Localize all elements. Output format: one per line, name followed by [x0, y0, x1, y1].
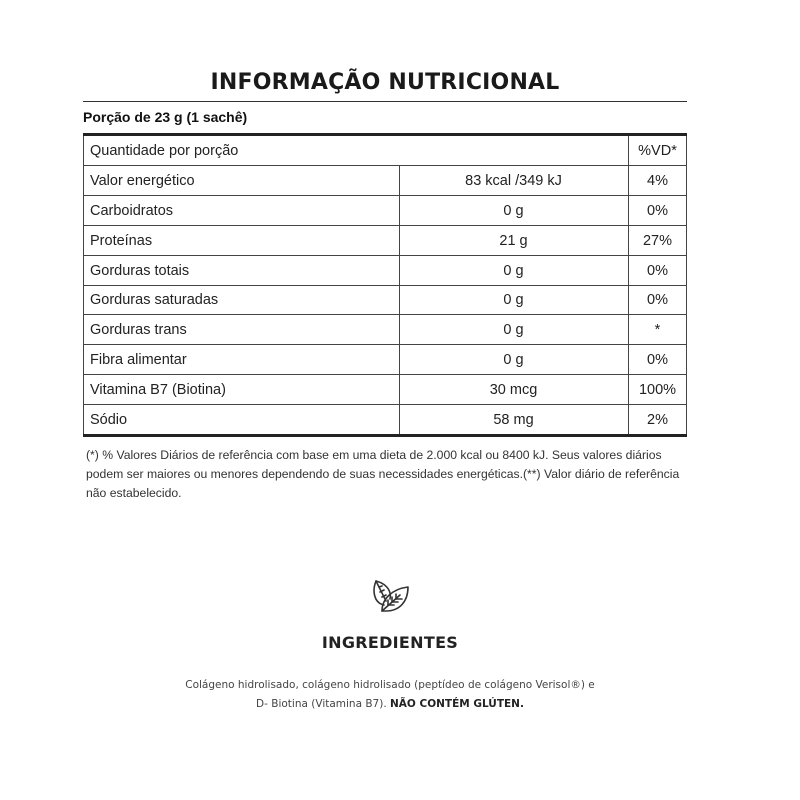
- table-row: [83, 375, 687, 405]
- table-row: [83, 345, 687, 375]
- nutrient-vd: 100%: [638, 382, 677, 398]
- ingredients-title: INGREDIENTES: [321, 633, 459, 652]
- nutrient-amount: 83 kcal /349 kJ: [465, 173, 562, 189]
- nutrient-amount: 0 g: [503, 292, 524, 308]
- footnote: (*) % Valores Diários de referência com base em uma dieta de 2.000 kcal ou 8400 kJ. Seus valores diários podem ser maiores ou menores dependendo de suas necessidades energéticas.(**) Valor diário de referência não estabelecido.: [86, 448, 680, 500]
- nutrient-name: Proteínas: [90, 233, 153, 249]
- nutrient-name: Valor energético: [90, 173, 195, 189]
- nutrient-name: Gorduras trans: [90, 322, 187, 338]
- column-divider-amount: [399, 166, 400, 435]
- table-row: [83, 226, 687, 256]
- nutrient-name: Carboidratos: [90, 203, 174, 219]
- table-row: [83, 285, 687, 315]
- nutrient-amount: 21 g: [499, 233, 528, 249]
- gluten-free-notice: NÃO CONTÉM GLÚTEN.: [390, 698, 524, 710]
- nutrient-vd: 0%: [647, 292, 668, 308]
- nutrient-vd: 0%: [647, 203, 668, 219]
- nutrient-amount: 0 g: [503, 352, 524, 368]
- table-bottom-border: [83, 434, 687, 437]
- header-vd-label: %VD*: [638, 143, 677, 159]
- table-right-border: [686, 136, 687, 435]
- ingredients-line-1: Colágeno hidrolisado, colágeno hidrolisado (peptídeo de colágeno Verisol®) e: [185, 679, 595, 691]
- nutrient-name: Gorduras saturadas: [90, 292, 219, 308]
- ingredients-line-2-text: D- Biotina (Vitamina B7).: [256, 698, 387, 710]
- table-row: [83, 315, 687, 345]
- nutrient-name: Gorduras totais: [90, 263, 190, 279]
- nutrient-vd: 27%: [642, 233, 673, 249]
- nutrient-name: Fibra alimentar: [90, 352, 187, 368]
- nutrient-vd: 0%: [647, 352, 668, 368]
- column-divider-vd: [628, 136, 629, 435]
- header-quantity-label: Quantidade por porção: [90, 143, 239, 159]
- nutrient-amount: 0 g: [503, 263, 524, 279]
- table-header-row: [83, 136, 687, 166]
- nutrient-vd: 4%: [647, 173, 668, 189]
- nutrient-vd: 0%: [647, 263, 668, 279]
- table-left-border: [83, 136, 84, 435]
- title-divider: [83, 101, 687, 102]
- table-row: [83, 256, 687, 286]
- nutrient-name: Sódio: [90, 412, 128, 428]
- table-row: [83, 196, 687, 226]
- portion-size: Porção de 23 g (1 sachê): [83, 109, 248, 125]
- page-title: INFORMAÇÃO NUTRICIONAL: [210, 70, 560, 95]
- nutrient-amount: 0 g: [503, 322, 524, 338]
- leaf-icon: [370, 575, 412, 617]
- nutrient-vd: 2%: [647, 412, 668, 428]
- nutrient-amount: 30 mcg: [489, 382, 538, 398]
- ingredients-line-2: [0, 695, 780, 714]
- nutrient-name: Vitamina B7 (Biotina): [90, 382, 226, 398]
- ingredients-text: [0, 676, 780, 714]
- nutrient-amount: 58 mg: [493, 412, 534, 428]
- table-row: [83, 405, 687, 435]
- nutrient-amount: 0 g: [503, 203, 524, 219]
- nutrient-vd: *: [654, 322, 661, 338]
- table-row: [83, 166, 687, 196]
